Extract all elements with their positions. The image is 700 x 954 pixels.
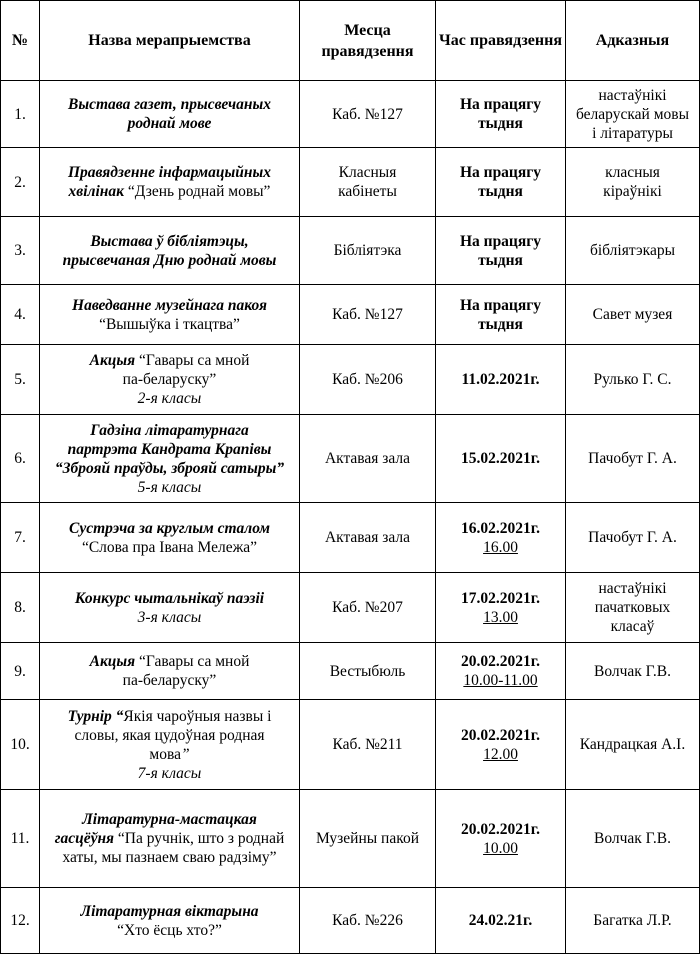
event-time: 13.00 — [483, 608, 518, 626]
event-date-cell — [436, 503, 566, 573]
event-title — [40, 81, 300, 148]
event-date: 11.02.2021г. — [436, 345, 566, 415]
event-title-line: Літаратурна-мастацкая — [82, 811, 257, 828]
event-title — [40, 217, 300, 285]
event-title-plain: Якія чароўныя назвы і — [123, 707, 272, 725]
row-number: 1. — [1, 81, 40, 148]
row-number: 12. — [1, 888, 40, 954]
event-time: 10.00-11.00 — [463, 672, 538, 689]
event-date: 16.02.2021г. — [461, 519, 540, 537]
event-title-plain: “Дзень роднай мовы” — [127, 183, 271, 200]
event-date: На працягу тыдня — [436, 285, 566, 345]
row-number: 9. — [1, 643, 40, 700]
event-title-plain: па-беларуску” — [122, 371, 217, 388]
event-audience: 2-я класы — [137, 390, 202, 407]
event-date: На працягу тыдня — [436, 217, 566, 285]
event-title-plain: “Гавары са мной — [139, 653, 250, 670]
event-responsible — [566, 573, 700, 643]
event-title-line: Наведванне музейнага пакоя — [72, 296, 267, 314]
table-row — [1, 503, 700, 573]
table-row — [1, 81, 700, 148]
event-title-plain: “Слова пра Івана Мележа” — [81, 538, 258, 556]
event-place: Бібліятэка — [300, 217, 436, 285]
event-title — [40, 415, 300, 503]
event-title-bold: Турнір “ — [67, 707, 124, 725]
table-row — [1, 888, 700, 954]
event-title-plain: хаты, мы пазнаем сваю радзіму” — [62, 849, 277, 866]
event-place: Каб. №226 — [300, 888, 436, 954]
table-row — [1, 148, 700, 217]
event-place: Каб. №127 — [300, 285, 436, 345]
event-date: 20.02.2021г. — [461, 820, 540, 838]
place-line: Класныя — [338, 164, 397, 181]
event-title-plain: “Гавары са мной — [139, 352, 250, 369]
row-number: 5. — [1, 345, 40, 415]
row-number: 4. — [1, 285, 40, 345]
event-place: Каб. №207 — [300, 573, 436, 643]
event-title-line: хвілінак — [68, 183, 125, 200]
event-date-cell — [436, 643, 566, 700]
place-line: кабінеты — [338, 183, 397, 200]
event-date-cell — [436, 790, 566, 888]
event-date: 15.02.2021г. — [436, 415, 566, 503]
row-number: 3. — [1, 217, 40, 285]
event-responsible: бібліятэкары — [566, 217, 700, 285]
table-row — [1, 790, 700, 888]
event-date: На працягу тыдня — [436, 148, 566, 217]
event-title-line: гасцёўня — [54, 830, 115, 847]
event-time: 16.00 — [483, 538, 518, 556]
event-title-bold: Акцыя — [89, 352, 136, 369]
event-title-line: Конкурс чытальнікаў паэзіі — [74, 589, 265, 607]
event-title-line: роднай мове — [127, 115, 212, 132]
event-place: Каб. №206 — [300, 345, 436, 415]
event-place — [300, 148, 436, 217]
event-responsible — [566, 81, 700, 148]
event-responsible — [566, 148, 700, 217]
event-date-cell — [436, 700, 566, 790]
row-number: 7. — [1, 503, 40, 573]
event-title-bold: Акцыя — [89, 653, 136, 670]
table-row — [1, 217, 700, 285]
event-date: 20.02.2021г. — [461, 726, 540, 744]
event-place: Вестыбюль — [300, 643, 436, 700]
event-place: Актавая зала — [300, 415, 436, 503]
header-place: Месца правядзення — [300, 1, 436, 81]
event-audience: 7-я класы — [137, 764, 202, 782]
event-title-line: Літаратурная віктарына — [80, 902, 259, 920]
responsible-line: класныя — [605, 164, 660, 181]
event-title — [40, 148, 300, 217]
header-row — [1, 1, 700, 81]
event-title-line: прысвечаная Дню роднай мовы — [62, 251, 277, 269]
event-title — [40, 345, 300, 415]
row-number: 6. — [1, 415, 40, 503]
event-title-line: Гадзіна літаратурнага — [90, 421, 249, 439]
event-title-close-quote: ” — [180, 745, 190, 763]
event-title-plain: “Вышыўка і ткацтва” — [99, 315, 240, 333]
event-responsible: Савет музея — [566, 285, 700, 345]
header-num: № — [1, 1, 40, 81]
event-place: Актавая зала — [300, 503, 436, 573]
event-title — [40, 285, 300, 345]
event-responsible: Волчак Г.В. — [566, 643, 700, 700]
event-title-plain: “Хто ёсць хто?” — [117, 921, 222, 939]
header-time: Час правядзення — [436, 1, 566, 81]
event-title — [40, 700, 300, 790]
responsible-line: настаўнікі — [598, 580, 667, 597]
event-title-line: “Зброяй праўды, зброяй сатыры” — [54, 459, 285, 477]
event-title-plain: мова — [149, 745, 181, 763]
event-date: На працягу тыдня — [436, 81, 566, 148]
event-title — [40, 503, 300, 573]
event-responsible: Пачобут Г. А. — [566, 503, 700, 573]
table-row — [1, 573, 700, 643]
row-number: 10. — [1, 700, 40, 790]
event-title-plain: “Па ручнік, што з роднай — [117, 830, 285, 847]
event-title-plain: па-беларуску” — [122, 672, 217, 689]
event-title-line: Правядзенне інфармацыйных — [67, 164, 272, 181]
event-place: Каб. №127 — [300, 81, 436, 148]
row-number: 11. — [1, 790, 40, 888]
header-name: Назва мерапрыемства — [40, 1, 300, 81]
event-place: Каб. №211 — [300, 700, 436, 790]
responsible-line: настаўнікі — [598, 86, 667, 104]
event-title-line: Выстава ў бібліятэцы, — [90, 232, 249, 250]
event-audience: 3-я класы — [137, 608, 202, 626]
event-title — [40, 573, 300, 643]
event-title-line: партрэта Кандрата Крапівы — [67, 440, 272, 458]
event-title — [40, 888, 300, 954]
event-time: 10.00 — [483, 839, 518, 857]
event-time: 12.00 — [483, 745, 518, 763]
event-title — [40, 790, 300, 888]
event-responsible: Волчак Г.В. — [566, 790, 700, 888]
responsible-line: кіраўнікі — [603, 183, 662, 200]
table-row — [1, 285, 700, 345]
table-row — [1, 643, 700, 700]
event-date: 20.02.2021г. — [461, 653, 540, 670]
responsible-line: пачатковых — [594, 599, 671, 616]
event-title-plain: словы, якая цудоўная родная — [74, 726, 265, 744]
row-number: 2. — [1, 148, 40, 217]
responsible-line: і літаратуры — [592, 124, 673, 142]
table-row — [1, 415, 700, 503]
event-date-cell — [436, 573, 566, 643]
event-responsible: Багатка Л.Р. — [566, 888, 700, 954]
event-place: Музейны пакой — [300, 790, 436, 888]
table-row — [1, 345, 700, 415]
event-audience: 5-я класы — [137, 478, 202, 496]
event-date: 17.02.2021г. — [461, 589, 540, 607]
event-responsible: Пачобут Г. А. — [566, 415, 700, 503]
table-row — [1, 700, 700, 790]
responsible-line: класаў — [610, 618, 655, 635]
event-title — [40, 643, 300, 700]
header-responsible: Адказныя — [566, 1, 700, 81]
event-date: 24.02.21г. — [436, 888, 566, 954]
event-responsible: Рулько Г. С. — [566, 345, 700, 415]
event-responsible: Кандрацкая А.І. — [566, 700, 700, 790]
event-title-line: Сустрэча за круглым сталом — [69, 519, 270, 537]
event-title-line: Выстава газет, прысвечаных — [67, 96, 272, 113]
row-number: 8. — [1, 573, 40, 643]
responsible-line: беларускай мовы — [576, 105, 689, 123]
